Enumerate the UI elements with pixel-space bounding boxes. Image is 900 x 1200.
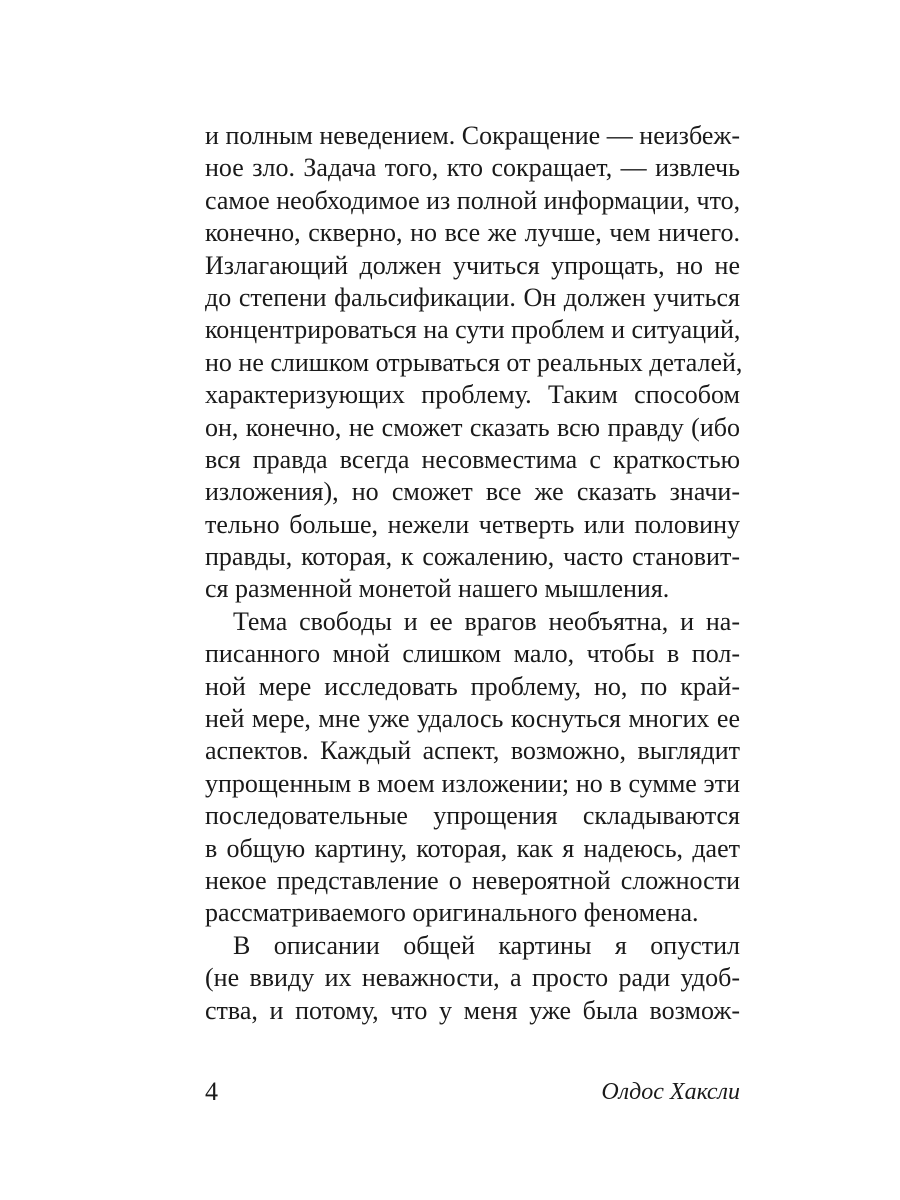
text-line: вся правда всегда несовместима с краткостью bbox=[205, 444, 740, 474]
text-line: ся разменной монетой нашего мышления. bbox=[205, 574, 670, 604]
text-line: ства, и потому, что у меня уже была возмож- bbox=[205, 995, 740, 1025]
text-line: писанного мной слишком мало, чтобы в пол- bbox=[205, 639, 740, 669]
paragraph bbox=[205, 606, 740, 930]
running-footer-author: Олдос Хаксли bbox=[601, 1079, 740, 1105]
text-line: Излагающий должен учиться упрощать, но не bbox=[205, 250, 740, 280]
text-line: изложения), но сможет все же сказать значи- bbox=[205, 477, 740, 507]
text-line: правды, которая, к сожалению, часто становит- bbox=[205, 542, 740, 572]
text-line: В описании общей картины я опустил bbox=[233, 930, 740, 960]
text-line: аспектов. Каждый аспект, возможно, выглядит bbox=[205, 736, 740, 766]
text-line: ной мере исследовать проблему, но, по край- bbox=[205, 671, 740, 701]
text-line: (не ввиду их неважности, а просто ради удоб- bbox=[205, 963, 740, 993]
text-line: рассматриваемого оригинального феномена. bbox=[205, 898, 699, 928]
text-line: он, конечно, не сможет сказать всю правду (ибо bbox=[205, 412, 740, 442]
page-number: 4 bbox=[205, 1077, 218, 1106]
text-line: упрощенным в моем изложении; но в сумме эти bbox=[205, 768, 740, 798]
text-line: до степени фальсификации. Он должен учиться bbox=[205, 282, 740, 312]
text-line: но не слишком отрываться от реальных деталей, bbox=[205, 347, 743, 377]
text-line: некое представление о невероятной сложности bbox=[205, 865, 740, 895]
text-line: концентрироваться на сути проблем и ситуаций, bbox=[205, 315, 741, 345]
text-line: в общую картину, которая, как я надеюсь, дает bbox=[205, 833, 740, 863]
text-line: ное зло. Задача того, кто сокращает, — извлечь bbox=[205, 153, 740, 183]
text-line: тельно больше, нежели четверть или половину bbox=[205, 509, 740, 539]
body-text bbox=[205, 120, 743, 1027]
text-line: и полным неведением. Сокращение — неизбеж- bbox=[205, 121, 740, 150]
text-line: самое необходимое из полной информации, что, bbox=[205, 185, 741, 215]
text-line: последовательные упрощения складываются bbox=[205, 801, 740, 831]
paragraph bbox=[205, 120, 743, 606]
paragraph bbox=[205, 930, 740, 1027]
text-line: характеризующих проблему. Таким способом bbox=[205, 380, 740, 410]
text-line: Тема свободы и ее врагов необъятна, и на- bbox=[233, 606, 740, 636]
text-line: конечно, скверно, но все же лучше, чем ничего. bbox=[205, 218, 740, 248]
text-line: ней мере, мне уже удалось коснуться многих ее bbox=[205, 704, 740, 734]
